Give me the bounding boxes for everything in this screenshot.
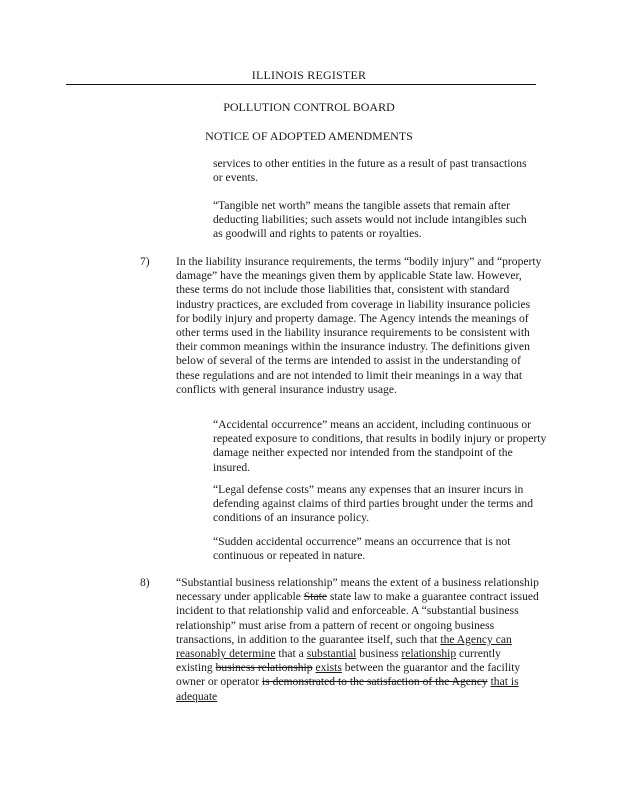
inserted-text: relationship [401,647,457,661]
inserted-text: substantial [306,647,357,661]
header-rule [66,84,536,85]
continuation-paragraph: services to other entities in the future as a result of past transactions or events. [213,157,527,185]
legal-defense-costs-definition: “Legal defense costs” means any expenses that an insurer incurs in defending against claims of third parties brought under the terms and conditions of an insurance policy. [213,483,534,525]
item-8-text-run: state law to make a guarantee contract issued incident to that relationship valid and enforceable. A “substantial business relationship” must arise from a pattern of recent or ongoing business transactions, in addition to the guarantee itself, such that [176,590,539,646]
item-8-text-run: business [356,647,402,661]
item-8-text-run: that a [275,647,307,661]
deleted-text: State [303,590,327,604]
item-8-text-run: “Substantial business relationship” means the extent of a business relationship necessary under applicable [176,576,539,604]
tangible-net-worth-definition: “Tangible net worth” means the tangible assets that remain after deducting liabilities; such assets would not include intangibles such as goodwill and rights to patents or royalties. [213,199,527,241]
item-7-text: In the liability insurance requirements, the terms “bodily injury” and “property damage” have the meanings given them by applicable State law. However, these terms do not include those liabilities that, consistent with standard industry practices, are excluded from coverage in liability insurance policies for bodily injury and property damage. The Agency intends the meanings of other terms used in the liability insurance requirements to be consistent with their common meanings within the insurance industry. The definitions given below of several of the terms are intended to assist in the understanding of these regulations and are not intended to limit their meanings in a way that conflicts with general insurance industry usage. [176,255,542,396]
agency-heading: POLLUTION CONTROL BOARD [223,100,395,114]
inserted-text: exists [315,661,342,675]
item-8-number: 8) [140,576,150,589]
accidental-occurrence-definition: “Accidental occurrence” means an accident, including continuous or repeated exposure to conditions, that results in bodily injury or property damage neither expected nor intended from the standpoint of the insured. [213,418,547,474]
item-8-text-run: currently existing [176,647,501,675]
item-8-text-run: between the guarantor and the facility owner or operator [176,661,521,689]
item-7-number: 7) [140,255,150,268]
deleted-text: business relationship [215,661,313,675]
register-title: ILLINOIS REGISTER [251,68,367,82]
inserted-text: the Agency can reasonably determine [176,632,512,661]
sudden-accidental-occurrence-definition: “Sudden accidental occurrence” means an occurrence that is not continuous or repeated in nature. [213,535,511,563]
notice-heading: NOTICE OF ADOPTED AMENDMENTS [205,129,413,143]
inserted-text: that is adequate [176,675,519,703]
item-8-text [176,576,540,704]
deleted-text: is demonstrated to the satisfaction of the Agency [261,675,488,689]
